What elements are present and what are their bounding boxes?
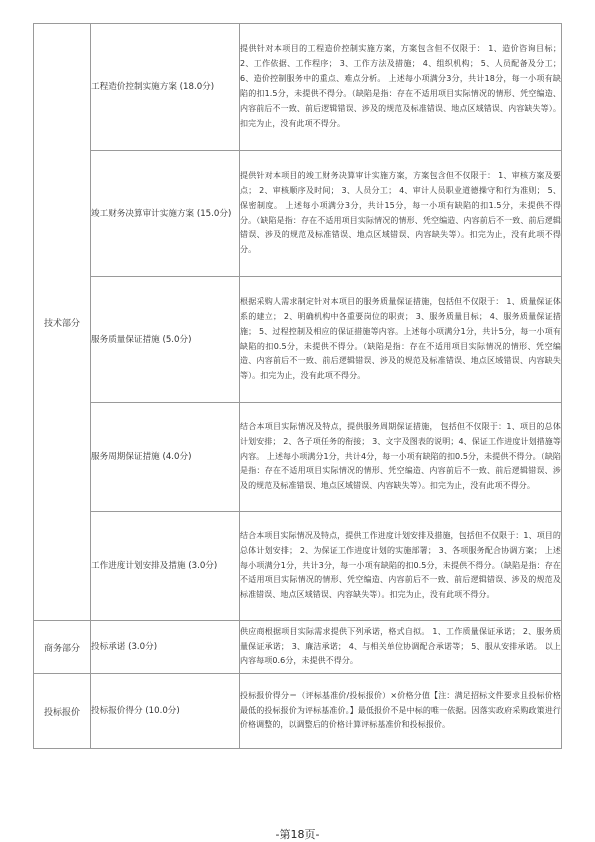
category-cell-technical — [34, 24, 91, 621]
item-cell — [91, 24, 240, 151]
description-cell: 投标报价得分＝（评标基准价/投标报价）×价格分值【注：满足招标文件要求且投标价格最低的投标报价为评标基准价。】最低报价不是中标的唯一依据。因落实政府采购政策进行价格调整的，以调整后的价格计算评标基准价和投标报价。 — [240, 674, 562, 749]
item-label: 竣工财务决算审计实施方案 (15.0分) — [91, 208, 232, 219]
category-cell-business — [34, 621, 91, 674]
description-cell: 提供针对本项目的竣工财务决算审计实施方案，方案包含但不仅限于： 1、审核方案及要点； 2、审核顺序及时间； 3、人员分工； 4、审计人员职业道德操守和行为准则； 5、保密制度。 上述每小项满分3分，共计15分，每一小项有缺陷的扣1.5分，未提供不得分。（缺陷是指：存在不适用项目实际情况的情形、凭空编造、内容前后不一致、前后逻辑错误、涉及的规范及标准错误、地点区域错误、内容缺失等）。扣完为止，没有此项不得分。 — [240, 151, 562, 277]
page-number: -第18页- — [275, 828, 320, 841]
item-label: 工程造价控制实施方案 (18.0分) — [91, 82, 215, 92]
item-cell — [91, 151, 240, 277]
table-row — [34, 512, 562, 621]
description-cell: 供应商根据项目实际需求提供下列承诺，格式自拟。 1、工作质量保证承诺； 2、服务质量保证承诺； 3、廉洁承诺； 4、与相关单位协调配合承诺等； 5、服从安排承诺。 以上内容每项0.6分，未提供不得分。 — [240, 621, 562, 674]
table-row — [34, 674, 562, 749]
item-label: 投标报价得分 (10.0分) — [91, 706, 180, 716]
table-row — [34, 621, 562, 674]
description-cell: 提供针对本项目的工程造价控制实施方案，方案包含但不仅限于： 1、造价咨询目标； 2、工作依据、工作程序； 3、工作方法及措施； 4、组织机构； 5、人员配备及分工； 6、造价控制服务中的重点、难点分析。 上述每小项满分3分，共计18分，每一小项有缺陷的扣1.5分，未提供不得分。（缺陷是指：存在不适用项目实际情况的情形、凭空编造、内容前后不一致、前后逻辑错误、涉及的规范及标准错误、地点区域错误、内容缺失等）。扣完为止，没有此项不得分。 — [240, 24, 562, 151]
item-cell — [91, 621, 240, 674]
category-label: 投标报价 — [43, 707, 80, 718]
table-row — [34, 24, 562, 151]
description-cell: 结合本项目实际情况及特点，提供工作进度计划安排及措施，包括但不仅限于：1、项目的总体计划安排； 2、为保证工作进度计划的实施部署； 3、各项服务配合协调方案； 上述每小项满分1分，共计3分，每一小项有缺陷的扣0.5分，未提供不得分。（缺陷是指：存在不适用项目实际情况的情形、凭空编造、内容前后不一致、前后逻辑错误、涉及的规范及标准错误、地点区域错误、内容缺失等）。扣完为止，没有此项不得分。 — [240, 512, 562, 621]
item-label: 服务周期保证措施 (4.0分) — [91, 452, 192, 462]
table-row — [34, 151, 562, 277]
description-cell: 结合本项目实际情况及特点，提供服务周期保证措施， 包括但不仅限于：1、项目的总体计划安排； 2、各子项任务的衔接； 3、文字及图表的说明；4、保证工作进度计划措施等内容。 上述每小项满分1分，共计4分，每一小项有缺陷的扣0.5分，未提供不得分。（缺陷是指：存在不适用项目实际情况的情形、凭空编造、内容前后不一致、前后逻辑错误、涉及的规范及标准错误、地点区域错误、内容缺失等）。扣完为止，没有此项不得分。 — [240, 403, 562, 512]
table-row — [34, 403, 562, 512]
scoring-table — [33, 23, 562, 749]
item-label: 服务质量保证措施 (5.0分) — [91, 334, 192, 345]
item-cell — [91, 403, 240, 512]
item-cell — [91, 512, 240, 621]
category-label: 商务部分 — [43, 643, 80, 654]
description-cell: 根据采购人需求制定针对本项目的服务质量保证措施，包括但不仅限于： 1、质量保证体系的建立； 2、明确机构中各重要岗位的职责； 3、服务质量目标； 4、服务质量保证措施； 5、过程控制及相应的保证措施等内容。上述每小项满分1分，共计5分，每一小项有缺陷的扣0.5分，未提供不得分。（缺陷是指：存在不适用项目实际情况的情形、凭空编造、内容前后不一致、前后逻辑错误、涉及的规范及标准错误、地点区域错误、内容缺失等）。扣完为止，没有此项不得分。 — [240, 277, 562, 403]
category-label: 技术部分 — [43, 318, 80, 329]
table-row — [34, 277, 562, 403]
item-cell — [91, 277, 240, 403]
item-cell — [91, 674, 240, 749]
item-label: 工作进度计划安排及措施 (3.0分) — [91, 561, 218, 571]
category-cell-price — [34, 674, 91, 749]
item-label: 投标承诺 (3.0分) — [91, 642, 158, 652]
